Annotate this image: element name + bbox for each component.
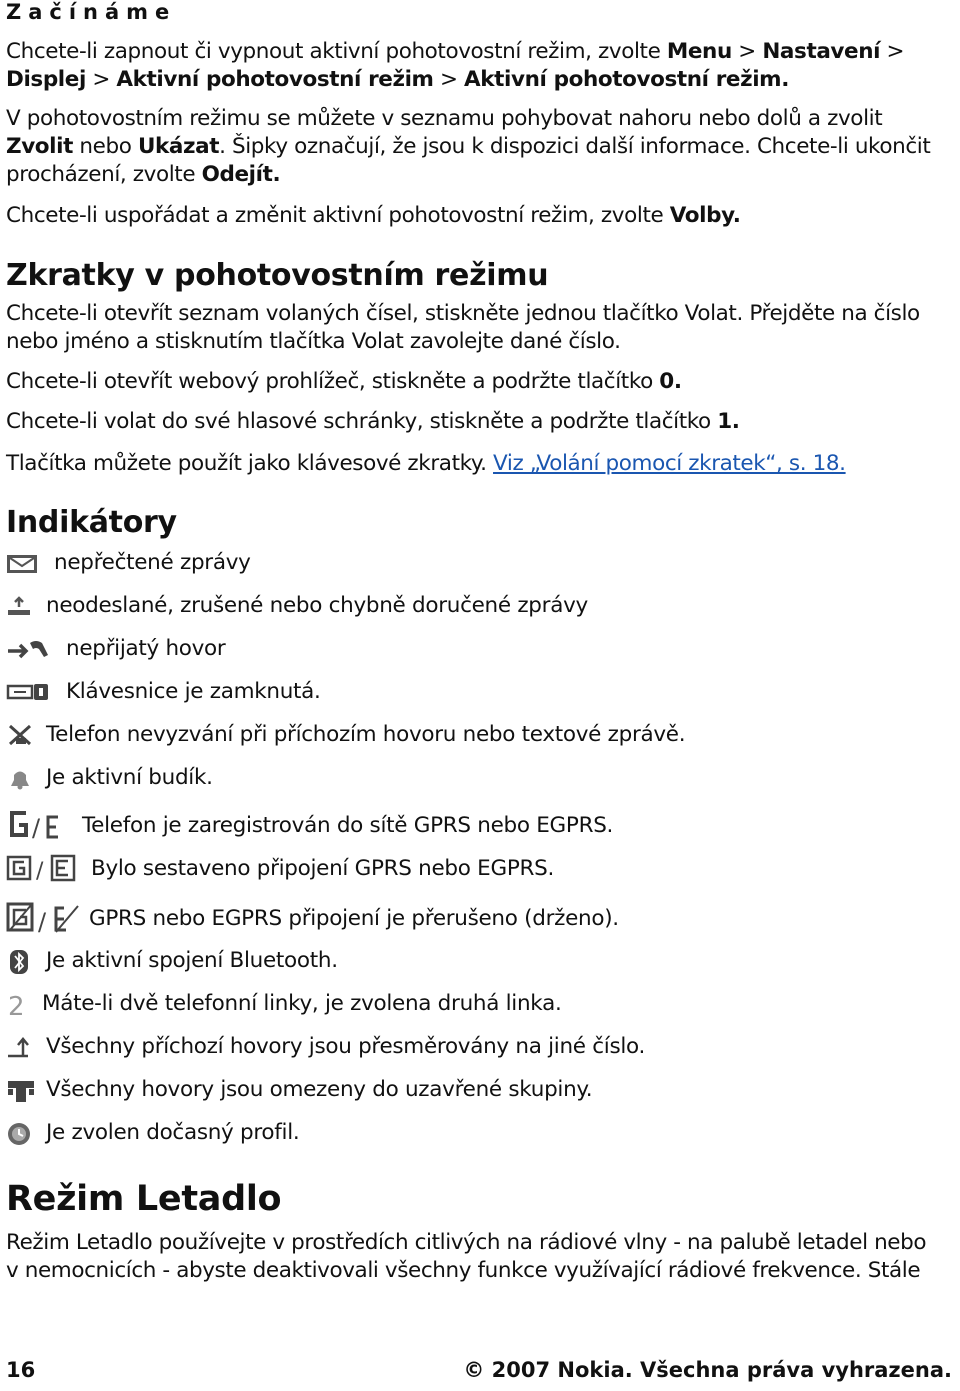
cross-reference-link[interactable]: Viz „Volání pomocí zkratek“, s. 18. — [493, 451, 846, 476]
menu-path-aktivni-2: Aktivní pohotovostní režim — [464, 67, 782, 92]
period: . — [272, 162, 281, 187]
menu-path-aktivni-1: Aktivní pohotovostní režim — [116, 67, 434, 92]
indicator-text: Telefon je zaregistrován do sítě GPRS nebo EGPRS. — [82, 813, 614, 838]
shortcuts-line-1: Chcete-li otevřít seznam volaných čísel, stiskněte jednou tlačítko Volat. Přejděte na číslo — [6, 301, 920, 326]
intro-line-1 — [6, 38, 904, 66]
gprs-icon — [6, 809, 68, 841]
svg-text:/: / — [32, 814, 41, 841]
indicator-text: Všechny hovory jsou omezeny do uzavřené skupiny. — [46, 1077, 593, 1102]
key-0: 0 — [659, 369, 674, 394]
softkey-zvolit: Zvolit — [6, 134, 73, 159]
indicator-text: Je zvolen dočasný profil. — [46, 1120, 300, 1145]
envelope-icon — [6, 553, 38, 575]
period: . — [781, 67, 789, 92]
intro-p3 — [6, 202, 741, 230]
text: Chcete-li uspořádat a změnit aktivní pohotovostní režim, zvolte — [6, 203, 670, 228]
key-1: 1 — [717, 409, 732, 434]
indicator-text: Všechny příchozí hovory jsou přesměrovány na jiné číslo. — [46, 1034, 646, 1059]
shortcuts-line-4 — [6, 408, 740, 436]
alarm-icon — [6, 766, 34, 790]
indicator-text: neodeslané, zrušené nebo chybně doručené zprávy — [46, 593, 588, 618]
softkey-ukazat: Ukázat — [137, 134, 220, 159]
menu-path-menu: Menu — [666, 39, 732, 64]
period: . — [731, 409, 740, 434]
indicator-text: Telefon nevyzvání při příchozím hovoru nebo textové zprávě. — [46, 722, 686, 747]
copyright: © 2007 Nokia. Všechna práva vyhrazena. — [463, 1358, 952, 1382]
gprs-connected-icon — [6, 852, 78, 884]
period: . — [732, 203, 741, 228]
text: Chcete-li volat do své hlasové schránky, stiskněte a podržte tlačítko — [6, 409, 718, 434]
outbox-icon — [6, 596, 34, 618]
silent-icon — [6, 722, 34, 748]
shortcuts-heading: Zkratky v pohotovostním režimu — [6, 258, 549, 293]
airplane-line-2: v nemocnicích - abyste deaktivovali všechny funkce využívající rádiové frekvence. Stále — [6, 1258, 921, 1283]
intro-p2-line-1: V pohotovostním režimu se můžete v seznamu pohybovat nahoru nebo dolů a zvolit — [6, 106, 883, 131]
text: nebo — [73, 134, 138, 159]
menu-path-displej: Displej — [6, 67, 86, 92]
menu-sep: > — [880, 39, 905, 64]
indicator-text: Bylo sestaveno připojení GPRS nebo EGPRS. — [91, 856, 554, 881]
text: procházení, zvolte — [6, 162, 202, 187]
period: . — [673, 369, 682, 394]
text: Tlačítka můžete použít jako klávesové zkratky. — [6, 451, 494, 476]
line-2-icon — [6, 991, 32, 1019]
running-head: Začínáme — [6, 0, 177, 24]
keypad-lock-icon — [6, 681, 50, 703]
menu-path-nastaveni: Nastavení — [762, 39, 881, 64]
timed-profile-icon — [6, 1120, 34, 1148]
call-divert-icon — [6, 1034, 36, 1062]
indicator-text: Je aktivní budík. — [46, 765, 213, 790]
shortcuts-line-2: nebo jméno a stisknutím tlačítka Volat zavolejte dané číslo. — [6, 329, 621, 354]
menu-sep: > — [433, 67, 465, 92]
gprs-suspended-icon — [6, 900, 82, 936]
svg-text:/: / — [38, 908, 47, 936]
menu-sep: > — [85, 67, 117, 92]
indicator-text: nepřečtené zprávy — [54, 550, 251, 575]
svg-text:2: 2 — [8, 992, 25, 1019]
shortcuts-line-3 — [6, 368, 682, 396]
bluetooth-icon — [6, 948, 34, 976]
indicator-text: Je aktivní spojení Bluetooth. — [46, 948, 338, 973]
intro-p2-line-3 — [6, 161, 280, 189]
intro-p2-line-2 — [6, 133, 930, 161]
softkey-odejit: Odejít — [201, 162, 273, 187]
intro-line-2 — [6, 66, 789, 94]
page-number: 16 — [6, 1358, 36, 1382]
closed-group-icon — [6, 1077, 36, 1105]
indicator-text: nepřijatý hovor — [66, 636, 226, 661]
svg-text:/: / — [36, 859, 44, 884]
indicator-text: GPRS nebo EGPRS připojení je přerušeno (drženo). — [89, 906, 619, 931]
airplane-line-1: Režim Letadlo používejte v prostředích citlivých na rádiové vlny - na palubě letadel nebo — [6, 1230, 927, 1255]
airplane-heading: Režim Letadlo — [6, 1179, 282, 1219]
missed-call-icon — [6, 637, 50, 661]
menu-sep: > — [731, 39, 763, 64]
text: . Šipky označují, že jsou k dispozici další informace. Chcete-li ukončit — [219, 134, 931, 159]
softkey-volby: Volby — [669, 203, 733, 228]
intro-text: Chcete-li zapnout či vypnout aktivní pohotovostní režim, zvolte — [6, 39, 667, 64]
indicator-text: Klávesnice je zamknutá. — [66, 679, 321, 704]
text: Chcete-li otevřít webový prohlížeč, stiskněte a podržte tlačítko — [6, 369, 660, 394]
indicator-text: Máte-li dvě telefonní linky, je zvolena druhá linka. — [42, 991, 562, 1016]
indicators-heading: Indikátory — [6, 505, 177, 540]
shortcuts-line-5 — [6, 450, 846, 478]
